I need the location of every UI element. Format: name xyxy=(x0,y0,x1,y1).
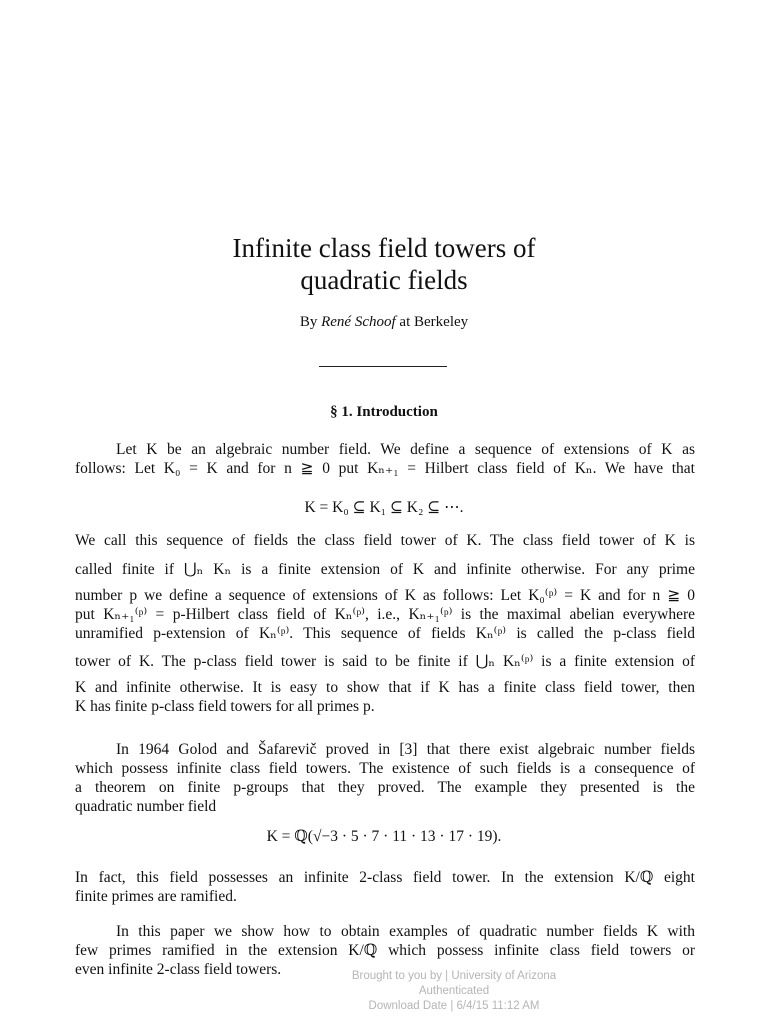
body-line: Let K be an algebraic number field. We define a sequence of extensions of K as xyxy=(116,441,695,458)
byline xyxy=(0,314,768,331)
body-line: few primes ramified in the extension K/ℚ which possess infinite class field towers or xyxy=(75,942,695,959)
watermark-line-2: Authenticated xyxy=(418,985,490,997)
body-line: put Kₙ₊₁⁽ᵖ⁾ = p-Hilbert class field of Kₙ⁽ᵖ⁾, i.e., Kₙ₊₁⁽ᵖ⁾ is the maximal abelian everywhere xyxy=(75,606,695,623)
body-line: a theorem on finite p-groups that they proved. The example they presented is the xyxy=(75,779,695,796)
body-line: quadratic number field xyxy=(75,798,217,815)
body-line: which possess infinite class field towers. The existence of such fields is a consequence of xyxy=(75,760,695,777)
body-line: unramified p-extension of Kₙ⁽ᵖ⁾. This sequence of fields Kₙ⁽ᵖ⁾ is called the p-class field xyxy=(75,625,695,642)
body-line: number p we define a sequence of extensions of K as follows: Let K₀⁽ᵖ⁾ = K and for n ≧ 0 xyxy=(75,587,695,604)
section-heading: § 1. Introduction xyxy=(330,404,438,420)
body-line: In this paper we show how to obtain examples of quadratic number fields K with xyxy=(116,923,695,940)
body-line: finite primes are ramified. xyxy=(75,888,237,905)
body-line: called finite if ⋃ₙ Kₙ is a finite extension of K and infinite otherwise. For any prime xyxy=(75,561,695,578)
body-line: K and infinite otherwise. It is easy to show that if K has a finite class field tower, then xyxy=(75,679,695,696)
body-line: follows: Let K₀ = K and for n ≧ 0 put Kₙ₊₁ = Hilbert class field of Kₙ. We have that xyxy=(75,460,695,477)
author-name: René Schoof xyxy=(321,314,396,330)
paper-title-line-1: Infinite class field towers of xyxy=(232,233,536,263)
body-line: tower of K. The p-class field tower is said to be finite if ⋃ₙ Kₙ⁽ᵖ⁾ is a finite extension of xyxy=(75,653,695,670)
equation-golod-example: K = ℚ(√−3 · 5 · 7 · 11 · 13 · 17 · 19). xyxy=(266,828,502,845)
body-line: In fact, this field possesses an infinite 2-class field tower. In the extension K/ℚ eight xyxy=(75,869,695,886)
watermark-line-1: Brought to you by | University of Arizona xyxy=(351,970,557,982)
body-line: We call this sequence of fields the class field tower of K. The class field tower of K is xyxy=(75,532,695,549)
body-line: even infinite 2-class field towers. xyxy=(75,961,282,978)
body-line: In 1964 Golod and Šafarevič proved in [3] that there exist algebraic number fields xyxy=(116,741,695,758)
byline-by: By xyxy=(299,314,318,330)
author-affiliation: at Berkeley xyxy=(399,314,469,330)
title-divider xyxy=(319,366,447,367)
paper-title-line-2: quadratic fields xyxy=(300,265,468,295)
equation-tower: K = K₀ ⊆ K₁ ⊆ K₂ ⊆ ⋯. xyxy=(304,499,464,516)
watermark-line-3: Download Date | 6/4/15 11:12 AM xyxy=(368,1000,540,1012)
body-line: K has finite p-class field towers for all primes p. xyxy=(75,698,375,715)
